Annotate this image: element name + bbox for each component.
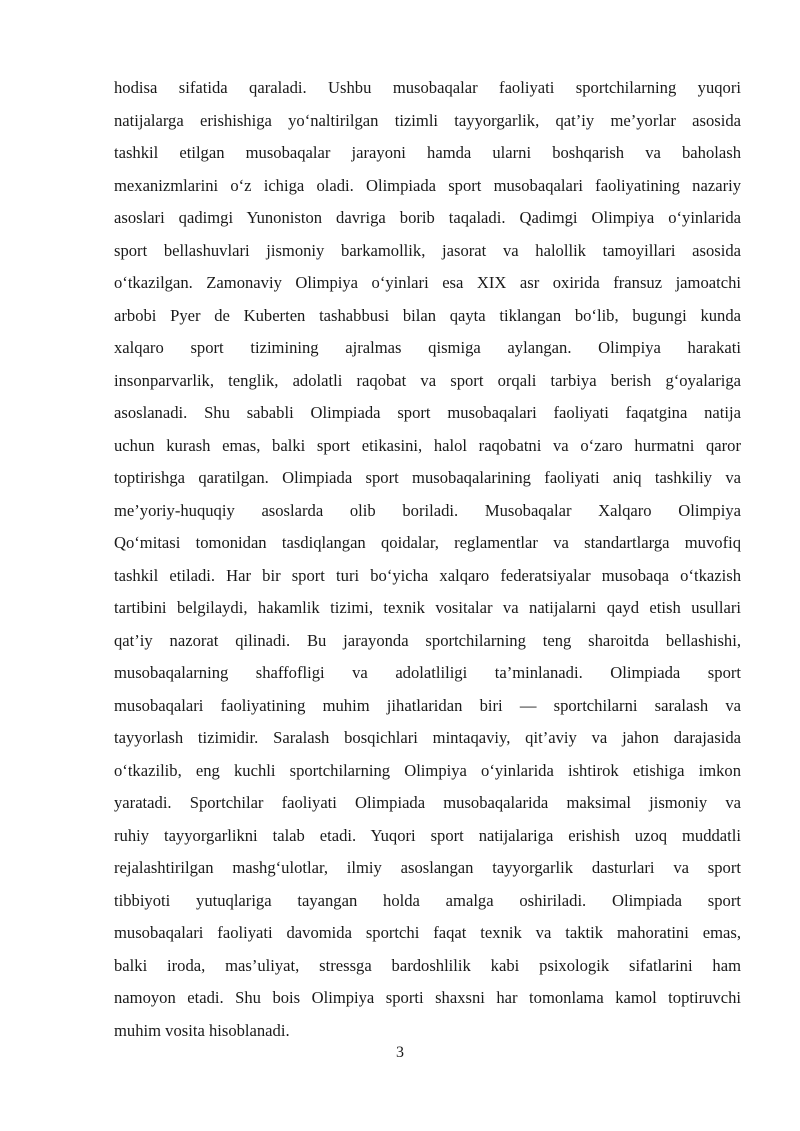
text-line: ruhiy tayyorgarlikni talab etadi. Yuqori sport natijalariga erishish uzoq muddatli [114,825,741,845]
text-line: qat’iy nazorat qilinadi. Bu jarayonda sportchilarning teng sharoitda bellashishi, [114,630,741,650]
text-line: o‘tkazilgan. Zamonaviy Olimpiya o‘yinlari esa XIX asr oxirida fransuz jamoatchi [114,273,741,292]
text-line: tartibini belgilaydi, hakamlik tizimi, texnik vositalar va natijalarni qayd etish usullari [114,598,741,617]
text-line: toptirishga qaratilgan. Olimpiada sport musobaqalarining faoliyati aniq tashkiliy va [114,468,741,487]
text-line: o‘tkazilib, eng kuchli sportchilarning Olimpiya o‘yinlarida ishtirok etishiga imkon [114,760,741,780]
text-line: yaratadi. Sportchilar faoliyati Olimpiada musobaqalarida maksimal jismoniy va [114,793,741,812]
text-line: tayyorlash tizimidir. Saralash bosqichlari mintaqaviy, qit’aviy va jahon darajasida [114,728,741,747]
text-line: namoyon etadi. Shu bois Olimpiya sporti shaxsni har tomonlama kamol toptiruvchi [114,988,741,1007]
text-line: hodisa sifatida qaraladi. Ushbu musobaqalar faoliyati sportchilarning yuqori [114,78,741,97]
text-line: uchun kurash emas, balki sport etikasini, halol raqobatni va o‘zaro hurmatni qaror [114,435,741,455]
text-line: muhim vosita hisoblanadi. [114,1020,290,1040]
text-line: asoslanadi. Shu sababli Olimpiada sport musobaqalari faoliyati faqatgina natija [114,403,741,422]
text-line: musobaqalari faoliyatining muhim jihatlaridan biri — sportchilarni saralash va [114,695,741,715]
text-line: xalqaro sport tizimining ajralmas qismiga aylangan. Olimpiya harakati [114,338,741,357]
body-paragraph [114,72,741,1047]
text-line: insonparvarlik, tenglik, adolatli raqobat va sport orqali tarbiya berish g‘oyalariga [114,370,741,390]
page-number: 3 [396,1044,404,1061]
text-line: mexanizmlarini o‘z ichiga oladi. Olimpiada sport musobaqalari faoliyatining nazariy [114,175,741,195]
text-line: musobaqalari faoliyati davomida sportchi faqat texnik va taktik mahoratini emas, [114,923,741,942]
text-line: Qo‘mitasi tomonidan tasdiqlangan qoidalar, reglamentlar va standartlarga muvofiq [114,533,741,552]
text-line: balki iroda, mas’uliyat, stressga bardoshlilik kabi psixologik sifatlarini ham [114,955,741,975]
text-line: rejalashtirilgan mashg‘ulotlar, ilmiy asoslangan tayyorgarlik dasturlari va sport [114,858,741,877]
text-line: asoslari qadimgi Yunoniston davriga borib taqaladi. Qadimgi Olimpiya o‘yinlarida [114,208,741,227]
text-line: tashkil etilgan musobaqalar jarayoni hamda ularni boshqarish va baholash [114,143,741,162]
text-line: musobaqalarning shaffofligi va adolatliligi ta’minlanadi. Olimpiada sport [114,663,741,682]
text-line: tashkil etiladi. Har bir sport turi bo‘yicha xalqaro federatsiyalar musobaqa o‘tkazish [114,565,741,585]
text-line: me’yoriy-huquqiy asoslarda olib boriladi. Musobaqalar Xalqaro Olimpiya [114,500,741,520]
text-line: natijalarga erishishiga yo‘naltirilgan tizimli tayyorgarlik, qat’iy me’yorlar asosida [114,110,741,130]
text-line: tibbiyoti yutuqlariga tayangan holda amalga oshiriladi. Olimpiada sport [114,890,741,910]
text-line: arbobi Pyer de Kuberten tashabbusi bilan qayta tiklangan bo‘lib, bugungi kunda [114,305,741,325]
text-line: sport bellashuvlari jismoniy barkamollik, jasorat va halollik tamoyillari asosida [114,240,741,260]
